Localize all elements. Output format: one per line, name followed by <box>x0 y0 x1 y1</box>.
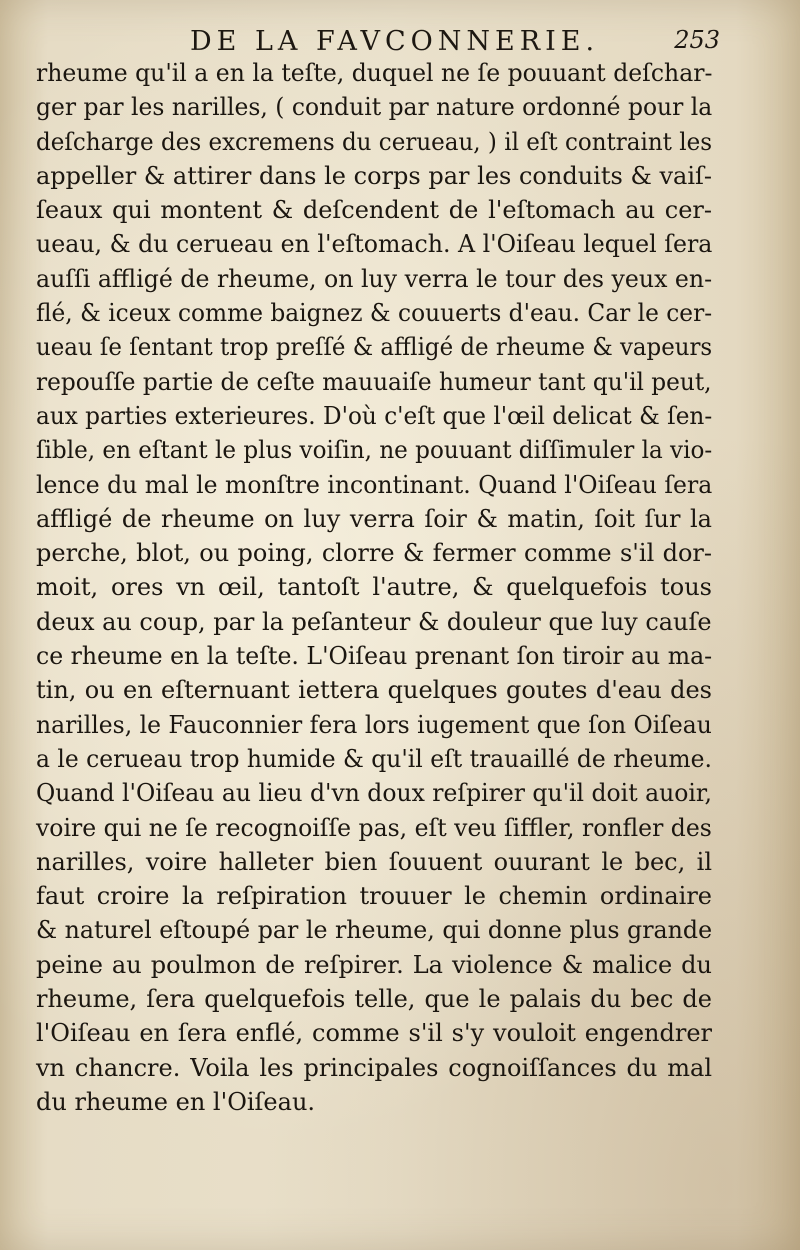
text-line: ueau, & du cerueau en l'eſtomach. A l'Oiſeau lequel ſera <box>36 230 713 259</box>
text-line: rheume, ſera quelquefois telle, que le palais du bec de <box>36 985 712 1014</box>
text-line: narilles, le Fauconnier fera lors iugement que ſon Oiſeau <box>36 710 712 739</box>
text-line: flé, & iceux comme baignez & couuerts d'eau. Car le cer- <box>36 299 713 328</box>
text-line: tin, ou en eſternuant iettera quelques goutes d'eau des <box>36 676 712 705</box>
text-line: & naturel eſtoupé par le rheume, qui donne plus grande <box>36 916 713 945</box>
text-line: affligé de rheume on luy verra ſoir & matin, ſoit ſur la <box>36 504 712 533</box>
text-line: deux au coup, par la peſanteur & douleur que luy cauſe <box>36 607 712 636</box>
text-line: du rheume en l'Oiſeau. <box>36 1087 316 1116</box>
text-line: aux parties exterieures. D'où c'eſt que l'œil delicat & ſen- <box>36 401 713 430</box>
text-line: a le cerueau trop humide & qu'il eſt trauaillé de rheume. <box>36 744 712 773</box>
text-line: ſeaux qui montent & deſcendent de l'eſtomach au cer- <box>36 196 712 225</box>
page-number: 253 <box>674 26 720 54</box>
text-line: ce rheume en la teſte. L'Oiſeau prenant ſon tiroir au ma- <box>36 642 713 671</box>
text-line: rheume qu'il a en la teſte, duquel ne ſe pouuant deſchar- <box>36 59 713 87</box>
text-line: moit, ores vn œil, tantoſt l'autre, & quelquefois tous <box>36 573 712 602</box>
text-line: lence du mal le monſtre incontinant. Quand l'Oiſeau ſera <box>36 470 713 499</box>
text-line: ueau ſe ſentant trop preſſé & affligé de rheume & vapeurs <box>36 333 713 362</box>
text-line: narilles, voire halleter bien ſouuent ouurant le bec, il <box>36 847 712 876</box>
running-head <box>180 22 720 56</box>
text-line: faut croire la reſpiration trouuer le chemin ordinaire <box>36 882 712 911</box>
text-line: ger par les narilles, ( conduit par nature ordonné pour la <box>36 93 713 122</box>
text-line: deſcharge des excremens du cerueau, ) il eſt contraint les <box>36 127 713 156</box>
text-line: auſſi affligé de rheume, on luy verra le tour des yeux en- <box>36 264 713 293</box>
text-line: l'Oiſeau en ſera enflé, comme s'il s'y vouloit engendrer <box>36 1019 712 1048</box>
text-line: voire qui ne ſe recognoiſſe pas, eſt veu ſiffler, ronfler des <box>36 813 712 842</box>
text-line: perche, blot, ou poing, clorre & fermer comme s'il dor- <box>36 539 712 568</box>
text-line: appeller & attirer dans le corps par les conduits & vaiſ- <box>36 161 712 190</box>
text-line: repouſſe partie de ceſte mauuaiſe humeur tant qu'il peut, <box>36 367 712 396</box>
running-title: DE LA FAVCONNERIE. <box>190 26 600 57</box>
text-line: Quand l'Oiſeau au lieu d'vn doux reſpirer qu'il doit auoir, <box>36 779 712 808</box>
text-line: peine au poulmon de reſpirer. La violence & malice du <box>36 950 712 979</box>
text-line: ſible, en eſtant le plus voiſin, ne pouuant diſſimuler la vio- <box>36 436 713 465</box>
text-line: vn chancre. Voila les principales cognoiſſances du mal <box>36 1053 712 1082</box>
body-text <box>36 56 712 1119</box>
